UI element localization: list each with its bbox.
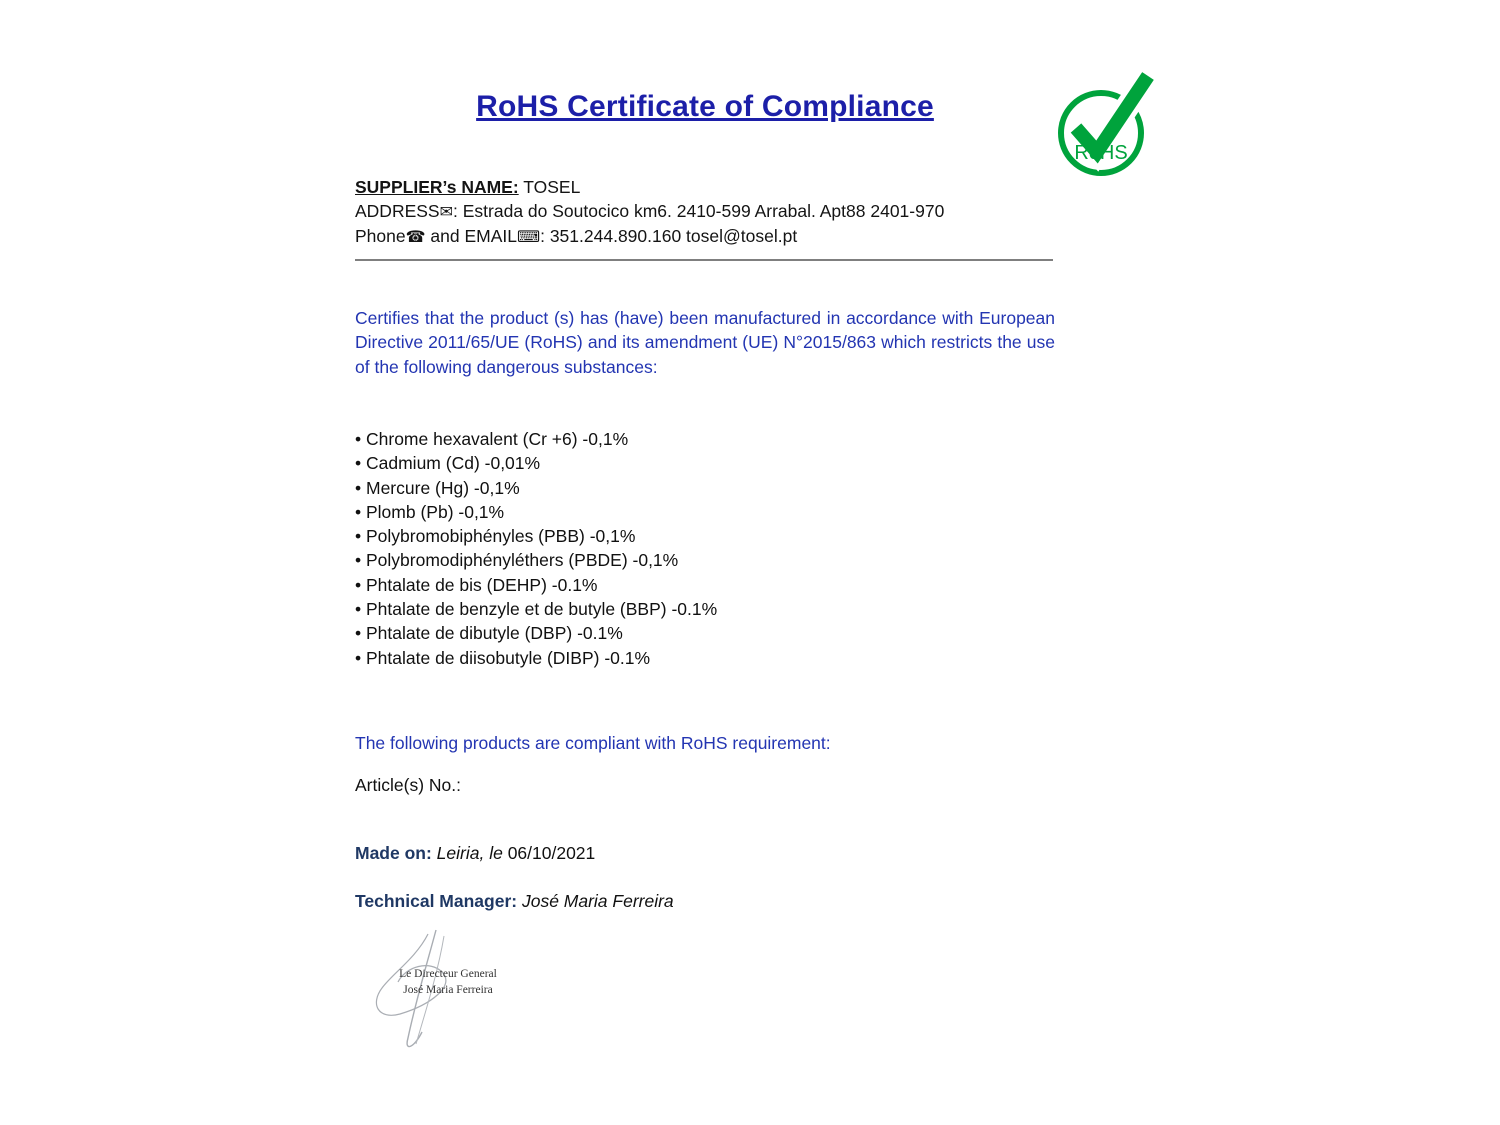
technical-manager-name: José Maria Ferreira	[517, 891, 674, 911]
substance-text: Mercure (Hg) -0,1%	[366, 477, 520, 498]
made-on-date: 06/10/2021	[507, 843, 596, 863]
address-line	[355, 199, 944, 224]
supplier-name-value: TOSEL	[518, 177, 581, 197]
substance-item	[355, 573, 717, 597]
substance-text: Polybromobiphényles (PBB) -0,1%	[366, 526, 636, 547]
address-value: : Estrada do Soutocico km6. 2410-599 Arrabal. Apt88 2401-970	[453, 201, 945, 221]
substance-item	[355, 646, 717, 670]
divider-line	[355, 259, 1053, 261]
technical-manager-label: Technical Manager:	[355, 891, 518, 911]
substance-text: Cadmium (Cd) -0,01%	[366, 453, 541, 474]
contact-value: : 351.244.890.160 tosel@tosel.pt	[540, 226, 798, 246]
page-title: RoHS Certificate of Compliance	[476, 90, 934, 123]
substance-item	[355, 621, 717, 645]
computer-icon: ⌨	[517, 227, 541, 246]
supplier-name-label: SUPPLIER’s NAME:	[355, 177, 519, 197]
made-on-label: Made on:	[355, 843, 432, 863]
email-label: and EMAIL	[425, 226, 517, 246]
phone-label: Phone	[355, 226, 406, 246]
substance-item	[355, 500, 717, 524]
technical-manager-line	[355, 891, 674, 912]
signature-block	[358, 926, 548, 1056]
address-label: ADDRESS	[355, 201, 440, 221]
signature-text	[378, 966, 518, 998]
made-on-line	[355, 843, 595, 864]
substance-item	[355, 597, 717, 621]
substance-text: Phtalate de dibutyle (DBP) -0.1%	[366, 623, 623, 644]
certification-paragraph: Certifies that the product (s) has (have) been manufactured in accordance with European Directive 2011/65/UE (RoHS) and its amendment (UE) N°2015/863 which restricts the use of the following dangerous substances:	[355, 308, 1055, 377]
contact-line	[355, 224, 944, 249]
substance-text: Chrome hexavalent (Cr +6) -0,1%	[366, 429, 629, 449]
substance-item	[355, 548, 717, 572]
article-number-label: Article(s) No.:	[355, 775, 461, 795]
rohs-logo-label: RoHS	[1074, 142, 1128, 164]
signature-line1: Le Directeur General	[399, 968, 497, 980]
compliance-statement: The following products are compliant with RoHS requirement:	[355, 733, 831, 753]
phone-icon: ☎	[405, 227, 426, 246]
substance-item	[355, 427, 717, 451]
rohs-logo	[1048, 78, 1158, 188]
substances-list	[355, 427, 717, 670]
substance-item	[355, 451, 717, 475]
made-on-place: Leiria, le	[431, 843, 508, 863]
substance-item	[355, 476, 717, 500]
supplier-name-line	[355, 175, 944, 199]
substance-text: Phtalate de benzyle et de butyle (BBP) -0.1%	[366, 599, 718, 620]
substance-item	[355, 524, 717, 548]
envelope-icon: ✉	[439, 202, 454, 221]
substance-text: Phtalate de bis (DEHP) -0.1%	[366, 574, 598, 595]
substance-text: Phtalate de diisobutyle (DIBP) -0.1%	[366, 647, 651, 668]
substance-text: Polybromodiphényléthers (PBDE) -0,1%	[366, 550, 679, 571]
signature-line2: José Maria Ferreira	[403, 984, 493, 996]
supplier-block	[355, 175, 944, 249]
substance-text: Plomb (Pb) -0,1%	[366, 501, 505, 522]
